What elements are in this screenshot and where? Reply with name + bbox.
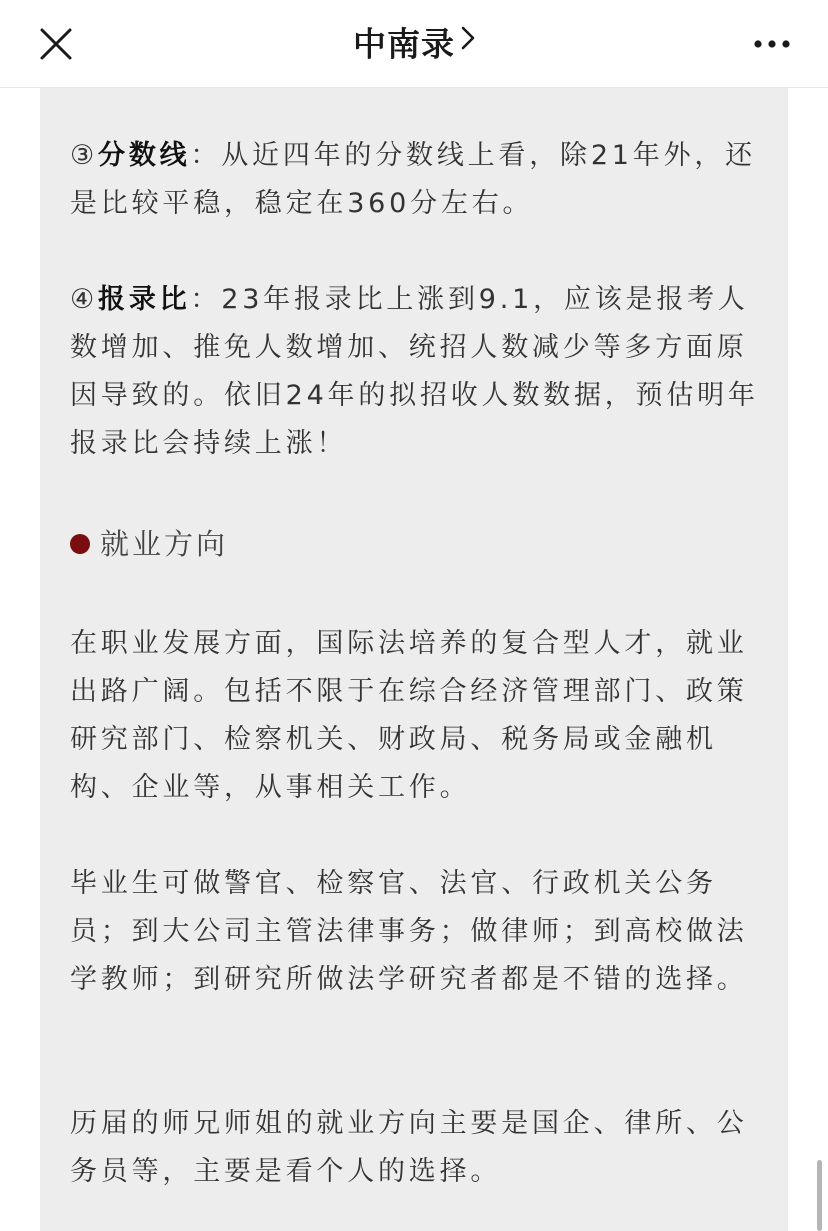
section-title: 就业方向 [100,527,229,561]
paragraph-alumni-direction: 历届的师兄师姐的就业方向主要是国企、律所、公务员等，主要是看个人的选择。 [70,1108,748,1187]
paragraph-score-line [70,132,760,228]
item-text: ：23年报录比上涨到9.1，应该是报考人数增加、推免人数增加、统招人数减少等多方面原因导致的。依旧24年的拟招收人数数据，预估明年报录比会持续上涨！ [70,284,759,459]
item-marker: ③ [70,140,99,171]
chevron-right-icon [461,23,475,67]
bullet-dot-icon [70,534,90,554]
paragraph-graduate-options: 毕业生可做警官、检察官、法官、行政机关公务员；到大公司主管法律事务；做律师；到高校做法学教师；到研究所做法学研究者都是不错的选择。 [70,868,748,995]
page-title: 中南录 [353,24,455,64]
more-horizontal-icon[interactable] [752,32,792,56]
paragraph-career: 在职业发展方面，国际法培养的复合型人才，就业出路广阔。包括不限于在综合经济管理部门、政策研究部门、检察机关、财政局、税务局或金融机构、企业等，从事相关工作。 [70,628,748,803]
section-heading [70,520,228,568]
item-lead: 分数线 [98,140,191,171]
item-marker: ④ [70,284,99,315]
item-text: ：从近四年的分数线上看，除21年外，还是比较平稳，稳定在360分左右。 [70,140,756,219]
scrollbar-thumb[interactable] [817,1160,822,1231]
item-lead: 报录比 [98,284,191,315]
paragraph-admission-ratio [70,276,760,468]
account-title-link[interactable] [0,22,828,66]
top-nav-bar [0,0,828,88]
